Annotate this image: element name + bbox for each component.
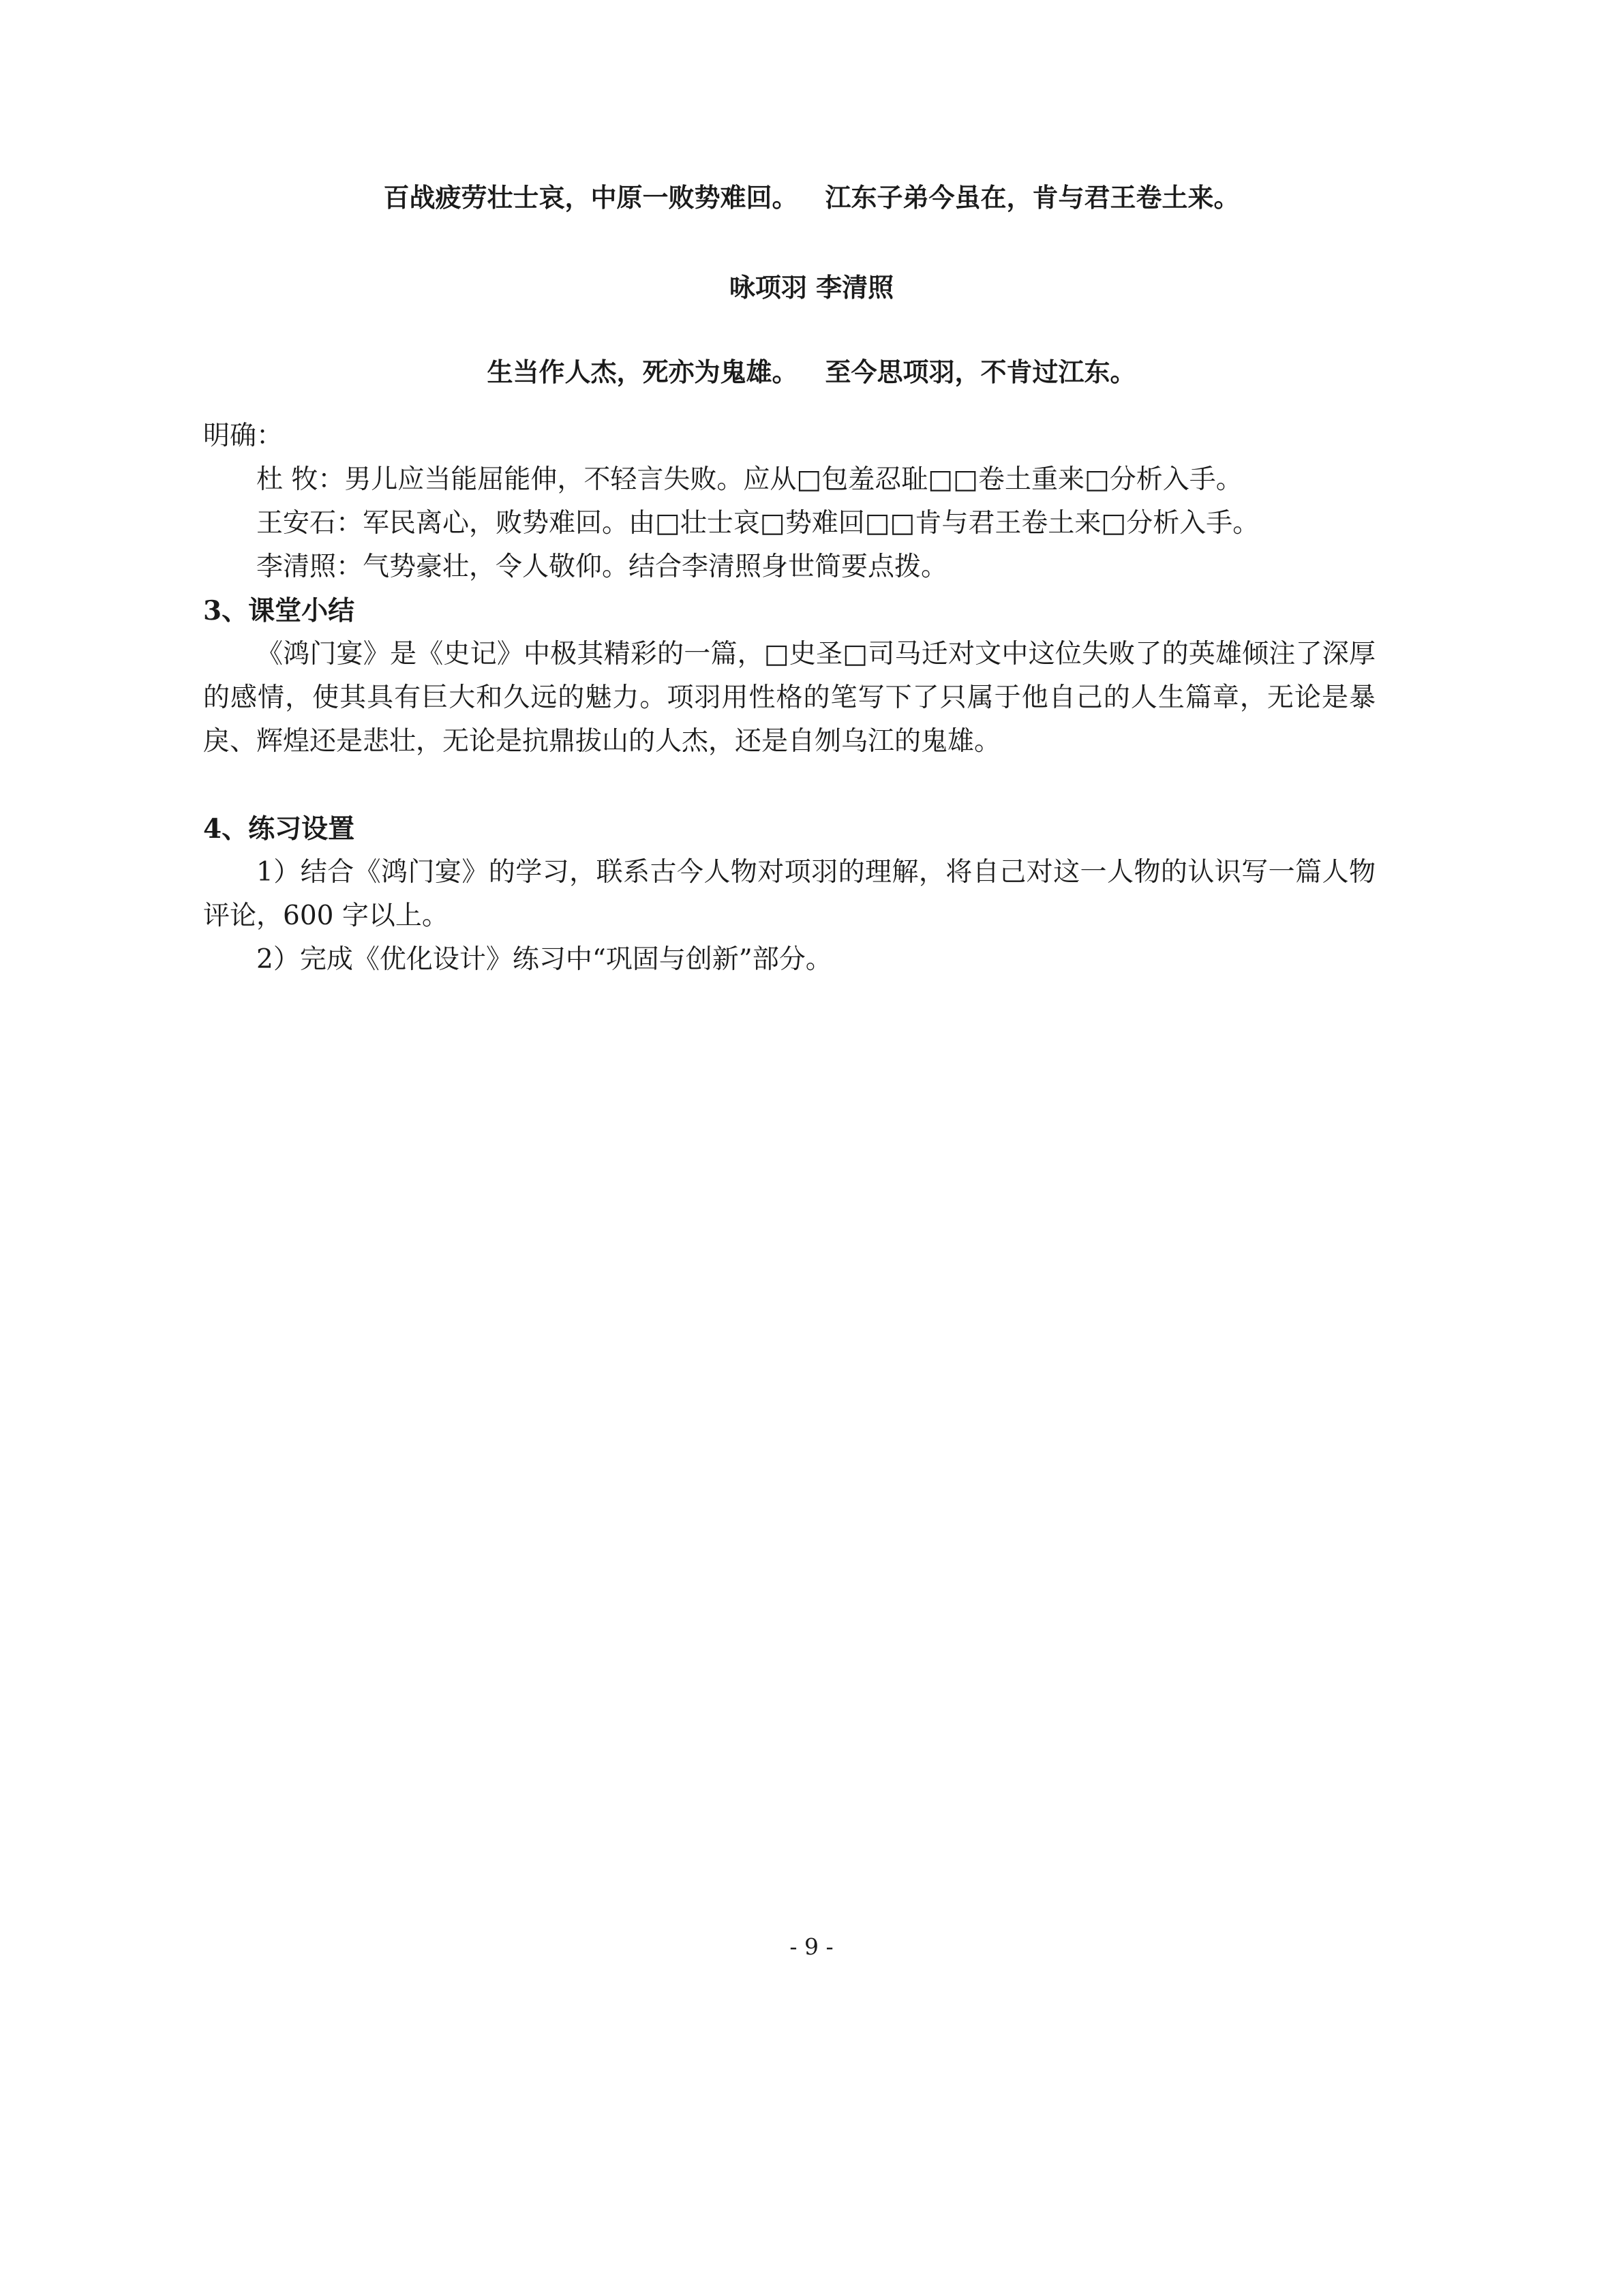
summary-heading: 3、课堂小结 — [203, 595, 355, 626]
poem-verse-1a: 百战疲劳壮士哀，中原一败势难回。 — [383, 183, 798, 213]
clarify-label: 明确： — [203, 421, 284, 451]
section-spacer — [203, 764, 1376, 807]
exercise-heading: 4、练习设置 — [203, 813, 355, 845]
clarify-du-mu: 杜 牧：男儿应当能屈能伸，不轻言失败。应从□包羞忍耻□□卷土重来□分析入手。 — [256, 464, 1243, 495]
summary-text: 《鸿门宴》是《史记》中极其精彩的一篇，□史圣□司马迁对文中这位失败了的英雄倾注了深厚的感情，使其具有巨大和久远的魅力。项羽用性格的笔写下了只属于他自己的人生篇章，无论是暴戾、辉煌还是悲壮，无论是抗鼎拔山的人杰，还是自刎乌江的鬼雄。 — [203, 639, 1376, 757]
poem-verse-1b: 江东子弟今虽在，肯与君王卷土来。 — [825, 183, 1240, 213]
poem-line-li-qingzhao — [0, 356, 1623, 389]
clarify-li-qingzhao: 李清照：气势豪壮，令人敬仰。结合李清照身世简要点拨。 — [256, 552, 948, 582]
exercise-item-1: 1）结合《鸿门宴》的学习，联系古今人物对项羽的理解，将自己对这一人物的认识写一篇人物评论，600 字以上。 — [203, 857, 1376, 931]
document-body — [203, 414, 1376, 982]
poem-verse-2b: 至今思项羽，不肯过江东。 — [825, 357, 1136, 387]
exercise-item-2: 2）完成《优化设计》练习中“巩固与创新”部分。 — [256, 944, 832, 975]
poem-title-li-qingzhao: 咏项羽 李清照 — [729, 273, 894, 303]
poem-verse-2a: 生当作人杰，死亦为鬼雄。 — [487, 357, 798, 387]
page-number: - 9 - — [789, 1933, 834, 1960]
clarify-wang-anshi: 王安石：军民离心，败势难回。由□壮士哀□势难回□□肯与君王卷土来□分析入手。 — [256, 508, 1260, 539]
poem-line-wang-anshi — [0, 181, 1623, 214]
